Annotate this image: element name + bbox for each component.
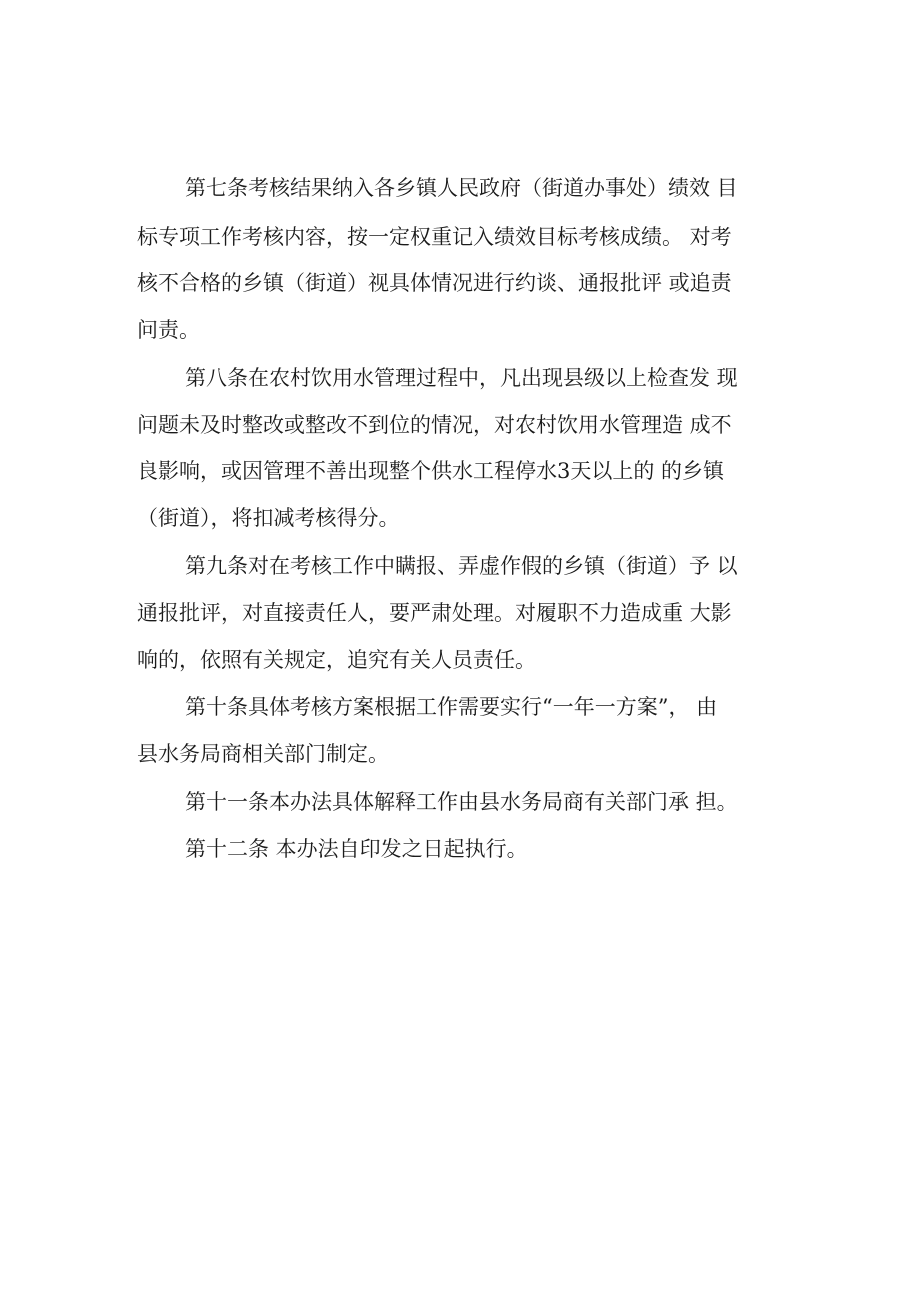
paragraph-line: 第十条具体考核方案根据工作需要实行“一年一方案”， 由 — [185, 695, 718, 719]
paragraph-line: 标专项工作考核内容，按一定权重记入绩效目标考核成绩。 对考 — [137, 225, 732, 249]
paragraph-line: 响的，依照有关规定，追究有关人员责任。 — [137, 648, 536, 672]
paragraph-line: 问责。 — [137, 318, 200, 342]
paragraph-line: （街道），将扣减考核得分。 — [137, 506, 400, 530]
paragraph-line: 第十一条本办法具体解释工作由县水务局商有关部门承 担。 — [185, 790, 738, 814]
paragraph-line: 通报批评，对直接责任人，要严肃处理。对履职不力造成重 大影 — [137, 601, 732, 625]
paragraph-line: 第九条对在考核工作中瞒报、弄虚作假的乡镇（街道）予 以 — [185, 554, 738, 578]
paragraph-line: 良影响，或因管理不善出现整个供水工程停水3天以上的 的乡镇 — [137, 459, 725, 483]
paragraph-line: 第十二条 本办法自印发之日起执行。 — [185, 837, 528, 861]
paragraph-line: 县水务局商相关部门制定。 — [137, 742, 389, 766]
paragraph-line: 第七条考核结果纳入各乡镇人民政府（街道办事处）绩效 目 — [185, 176, 738, 200]
paragraph-line: 第八条在农村饮用水管理过程中，凡出现县级以上检查发 现 — [185, 366, 738, 390]
paragraph-line: 核不合格的乡镇（街道）视具体情况进行约谈、通报批评 或追责 — [137, 271, 732, 295]
paragraph-line: 问题未及时整改或整改不到位的情况，对农村饮用水管理造 成不 — [137, 413, 732, 437]
